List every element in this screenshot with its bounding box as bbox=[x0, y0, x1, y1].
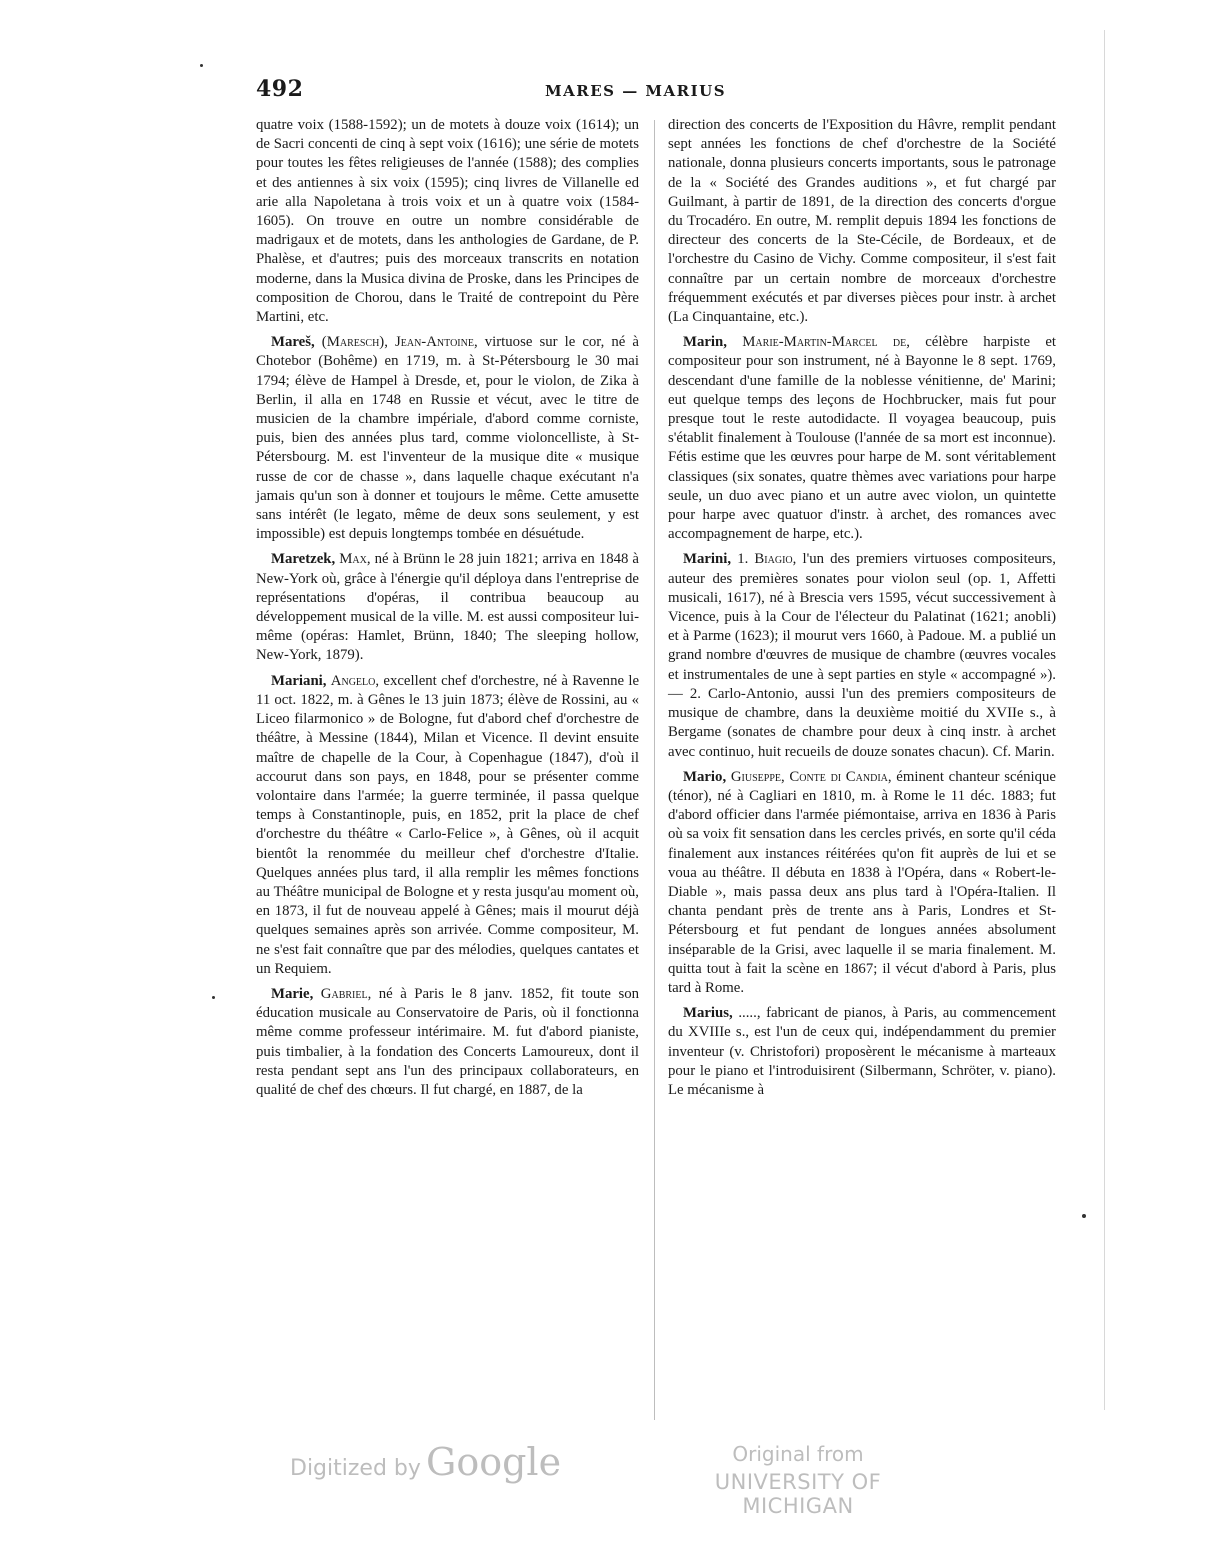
entry-maretzek: Maretzek, Max, né à Brünn le 28 juin 1821; arriva en 1848 à New-York où, grâce à l'énergie qu'il déploya dans l'entreprise de représentations d'opéras, il contribua beaucoup au développement musical de la ville. M. est aussi compositeur lui-même (opéras: Hamlet, Brünn, 1840; The sleeping hollow, New-York, 1879). bbox=[256, 551, 639, 664]
running-head: MARES — MARIUS bbox=[545, 82, 727, 100]
university-label: UNIVERSITY OF MICHIGAN bbox=[714, 1470, 882, 1518]
digitized-prefix: Digitized by bbox=[290, 1456, 421, 1481]
page-number: 492 bbox=[256, 76, 304, 102]
entry-mariani: Mariani, Angelo, excellent chef d'orchestre, né à Ravenne le 11 oct. 1822, m. à Gênes le 13 juin 1873; élève de Rossini, au « Liceo filarmonico » de Bologne, fut d'abord chef d'orchestre de théâtre, à Messine (1844), Milan et Vicence. Il devint ensuite maître de chapelle de la Cour, à Copenhague (1847), d'où il accourut dans son pays, en 1848, pour se présenter comme volontaire dans l'armée; la guerre terminée, il passa quelque temps à Constantinople, puis, en 1852, prit la place de chef d'orchestre du théâtre « Carlo-Felice », à Gênes, où il acquit bientôt la renommée du meilleur chef d'orchestre d'Italie. Quelques années plus tard, il alla remplir les mêmes fonctions au Théâtre municipal de Bologne et y resta jusqu'au moment où, en 1873, il fut de nouveau appelé à Gênes; mais il mourut déjà quelques semaines après son arrivée. Comme compositeur, M. ne s'est fait connaître que par des mélodies, quelques cantates et un Requiem. bbox=[256, 672, 640, 977]
entry-marius: Marius, ....., fabricant de pianos, à Paris, au commencement du XVIIIe s., est l'un de ceux qui, indépendamment du premier inventeur (v. Christofori) proposèrent le mécanisme à marteaux pour le piano et l'introduisirent (Silbermann, Schröter, v. piano). Le mécanisme à bbox=[668, 1005, 1056, 1098]
scan-speck bbox=[212, 996, 215, 999]
digitized-by-watermark bbox=[290, 1440, 561, 1484]
scan-speck bbox=[200, 64, 203, 67]
page-edge-rule bbox=[1104, 30, 1105, 1410]
original-from-label: Original from bbox=[732, 1442, 864, 1466]
column-divider bbox=[654, 120, 655, 1420]
entry-marini: Marini, 1. Biagio, l'un des premiers virtuoses compositeurs, auteur des premières sonates pour violon seul (op. 1, Affetti musicali, 1617), né à Brescia vers 1595, vécut successivement à Vicence, puis à la Cour de l'électeur du Palatinat (1621; anobli) et à Parme (1623); il mourut vers 1660, à Padoue. M. a publié un grand nombre d'œuvres de musique de chambre (œuvres vocales et instrumentales de une à sept parties en style « accompagné »). — 2. Carlo-Antonio, aussi l'un des premiers compositeurs de musique de chambre, dans la deuxième moitié du XVIIe s., à Bergame (sonates de chambre pour deux à cinq instr. à archet avec continuo, huit recueils de douze sonates chacun). Cf. Marin. bbox=[668, 551, 1057, 760]
entry-continuation: quatre voix (1588-1592); un de motets à douze voix (1614); un de Sacri concenti de cinq à sept voix (1616); une série de motets pour toutes les fêtes religieuses de l'année (1588); des complies et des antiennes à six voix (1595); cinq livres de Villanelle ed arie alla Napoletana à trois voix et un à quatre voix (1584-1605). On trouve en outre un nombre considérable de madrigaux et de motets, dans les anthologies de Gardane, de P. Phalèse, et d'autres; puis des morceaux transcrits en notation moderne, dans la Musica divina de Proske, dans les Principes de composition de Chorou, dans le Traité de contrepoint du Père Martini, etc. bbox=[256, 117, 639, 326]
original-from-watermark bbox=[668, 1442, 928, 1518]
entry-continuation: direction des concerts de l'Exposition du Hâvre, remplit pendant sept années les fonctions de chef d'orchestre de la Société nationale, donna plusieurs concerts importants, sous le patronage de la « Société des Grandes auditions », et fut chargé par Guilmant, à partir de 1891, de la direction des concerts d'orgue du Trocadéro. En outre, M. remplit depuis 1894 les fonctions de directeur des concerts de la Ste-Cécile, de Bordeaux, et de l'orchestre du Casino de Vichy. Comme compositeur, il s'est fait connaître par un certain nombre de morceaux d'orchestre fréquemment exécutés et par diverses pièces pour instr. à archet (La Cinquantaine, etc.). bbox=[668, 117, 1056, 326]
entry-marie: Marie, Gabriel, né à Paris le 8 janv. 1852, fit toute son éducation musicale au Conservatoire de Paris, où il fonctionna même comme professeur intérimaire. M. fut d'abord pianiste, puis timbalier, à la fondation des Concerts Lamoureux, dont il resta pendant sept ans l'un des principaux collaborateurs, en qualité de chef des chœurs. Il fut chargé, en 1887, de la bbox=[256, 985, 640, 1098]
right-column bbox=[668, 116, 1056, 1106]
google-logo: Google bbox=[426, 1440, 562, 1484]
entry-mares: Mareš, (Maresch), Jean-Antoine, virtuose sur le cor, né à Chotebor (Bohême) en 1719, m. à St-Pétersbourg le 30 mai 1794; élève de Hampel à Dresde, et, pour le violon, de Zika à Berlin, il alla en 1748 en Russie et vécut, avec le titre de musicien de la chambre impériale, d'abord comme corniste, puis, bien des années plus tard, comme violoncelliste, à St-Pétersbourg. M. est l'inventeur de la musique dite « musique russe de cor de chasse », dans laquelle chaque exécutant n'a jamais qu'un son à donner et toujours le même. Cette amusette sans intérêt (le legato, même de deux sons seulement, y est impossible) est depuis longtemps tombée en désuétude. bbox=[256, 334, 639, 543]
left-column bbox=[256, 116, 639, 1106]
entry-mario: Mario, Giuseppe, Conte di Candia, éminent chanteur scénique (ténor), né à Cagliari en 1810, m. à Rome le 11 déc. 1883; fut d'abord officier dans l'armée piémontaise, arriva en 1836 à Paris où sa voix fit sensation dans les cercles privés, en sorte qu'il céda finalement aux instances réitérées qu'on fit auprès de lui et se voua au théâtre. Il débuta en 1838 à l'Opéra, dans « Robert-le-Diable », mais passa deux ans plus tard à l'Opéra-Italien. Il chanta pendant près de trente ans à Paris, Londres et St-Pétersbourg et fut pendant de longues années absolument inséparable de la Grisi, avec laquelle il se maria finalement. M. quitta tout à fait la scène en 1867; il vécut d'abord à Paris, plus tard à Rome. bbox=[668, 768, 1057, 996]
scan-speck bbox=[1082, 1214, 1086, 1218]
entry-marin: Marin, Marie-Martin-Marcel de, célèbre harpiste et compositeur pour son instrument, né à Bayonne le 8 sept. 1769, descendant d'une famille de la noblesse vénitienne, de' Marini; eut quelque temps des leçons de Hochbrucker, mais fut pour presque tout le reste autodidacte. Il voyagea beaucoup, puis s'établit finalement à Toulouse (l'année de sa mort est inconnue). Fétis estime que les œuvres pour harpe de M. sont véritablement classiques (six sonates, quatre thèmes avec variations pour harpe seule, un duo avec piano et un autre avec violon, un quintette pour harpe avec quatuor d'instr. à archet, des romances avec accompagnement de harpe, etc.). bbox=[668, 334, 1057, 543]
